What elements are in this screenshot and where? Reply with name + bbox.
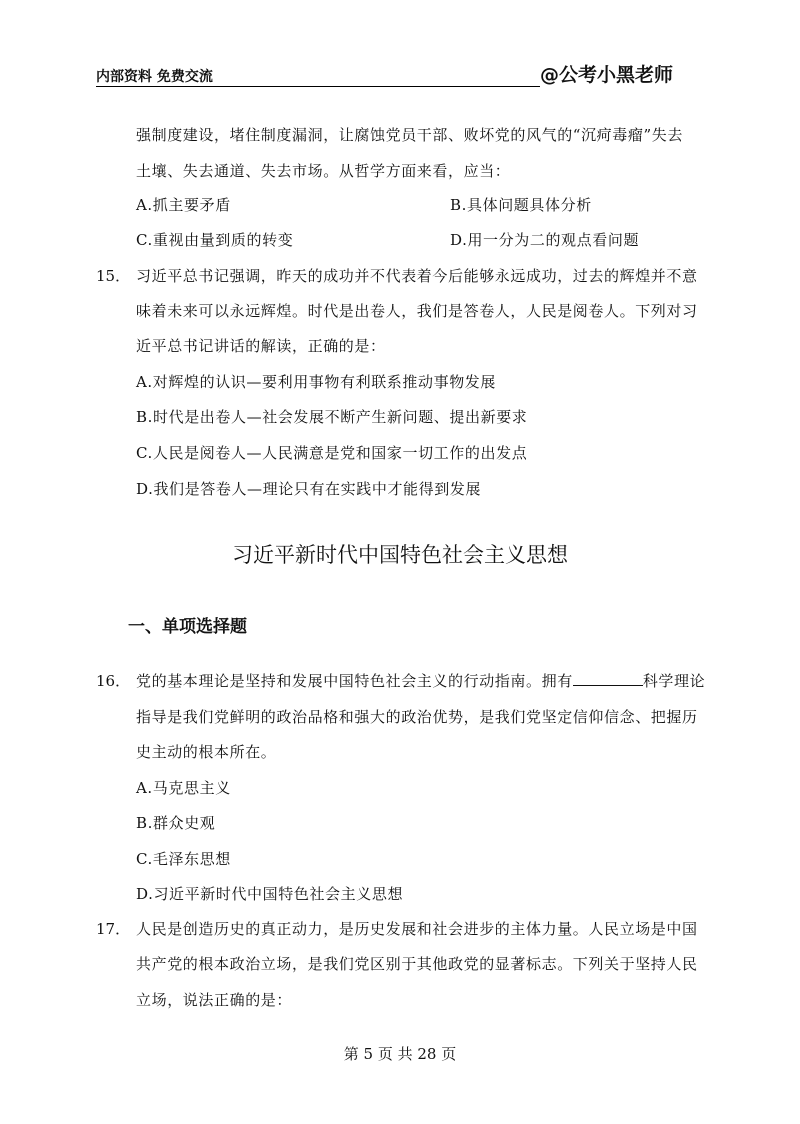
q15-number: 15． xyxy=(96,267,131,285)
q15-option-b: B.时代是出卷人—社会发展不断产生新问题、提出新要求 xyxy=(136,408,528,426)
q16-line-3: 史主动的根本所在。 xyxy=(136,743,277,761)
q14-option-d: D.用一分为二的观点看问题 xyxy=(450,231,640,249)
page-number: 第 5 页 共 28 页 xyxy=(343,1045,457,1063)
q15-option-c: C.人民是阅卷人—人民满意是党和国家一切工作的出发点 xyxy=(136,444,528,462)
q14-line-2: 土壤、失去通道、失去市场。从哲学方面来看，应当： xyxy=(136,162,511,180)
q16-line-1-before: 党的基本理论是坚持和发展中国特色社会主义的行动指南。拥有 xyxy=(136,672,573,690)
q15-option-d: D.我们是答卷人—理论只有在实践中才能得到发展 xyxy=(136,480,482,498)
q16-number: 16． xyxy=(96,672,131,690)
subsection-heading: 一、单项选择题 xyxy=(128,617,247,637)
q15-line-1: 习近平总书记强调，昨天的成功并不代表着今后能够永远成功，过去的辉煌并不意 xyxy=(136,267,698,285)
q16-option-a: A.马克思主义 xyxy=(136,779,231,797)
q16-line-1 xyxy=(136,670,705,691)
q15-option-a: A.对辉煌的认识—要利用事物有利联系推动事物发展 xyxy=(136,373,497,391)
q17-line-2: 共产党的根本政治立场，是我们党区别于其他政党的显著标志。下列关于坚持人民 xyxy=(136,955,698,973)
q17-line-3: 立场，说法正确的是： xyxy=(136,991,293,1009)
fill-in-blank xyxy=(573,671,643,686)
q17-line-1: 人民是创造历史的真正动力，是历史发展和社会进步的主体力量。人民立场是中国 xyxy=(136,920,698,938)
q14-option-c: C.重视由量到质的转变 xyxy=(136,231,294,249)
q16-line-1-after: 科学理论 xyxy=(642,672,706,690)
q14-line-1: 强制度建设，堵住制度漏洞，让腐蚀党员干部、败坏党的风气的“沉疴毒瘤”失去 xyxy=(136,126,683,144)
q15-line-2: 味着未来可以永远辉煌。时代是出卷人，我们是答卷人，人民是阅卷人。下列对习 xyxy=(136,302,698,320)
section-title: 习近平新时代中国特色社会主义思想 xyxy=(232,543,568,567)
q16-line-2: 指导是我们党鲜明的政治品格和强大的政治优势，是我们党坚定信仰信念、把握历 xyxy=(136,708,698,726)
header-rule xyxy=(96,86,540,87)
q16-option-d: D.习近平新时代中国特色社会主义思想 xyxy=(136,885,404,903)
q14-option-b: B.具体问题具体分析 xyxy=(450,196,592,214)
q16-option-b: B.群众史观 xyxy=(136,814,216,832)
header-author-handle: @公考小黑老师 xyxy=(540,64,674,86)
header-left-text: 内部资料 免费交流 xyxy=(96,69,213,85)
q14-option-a: A.抓主要矛盾 xyxy=(136,196,231,214)
q15-line-3: 近平总书记讲话的解读，正确的是： xyxy=(136,337,386,355)
q17-number: 17． xyxy=(96,920,131,938)
q16-option-c: C.毛泽东思想 xyxy=(136,850,231,868)
